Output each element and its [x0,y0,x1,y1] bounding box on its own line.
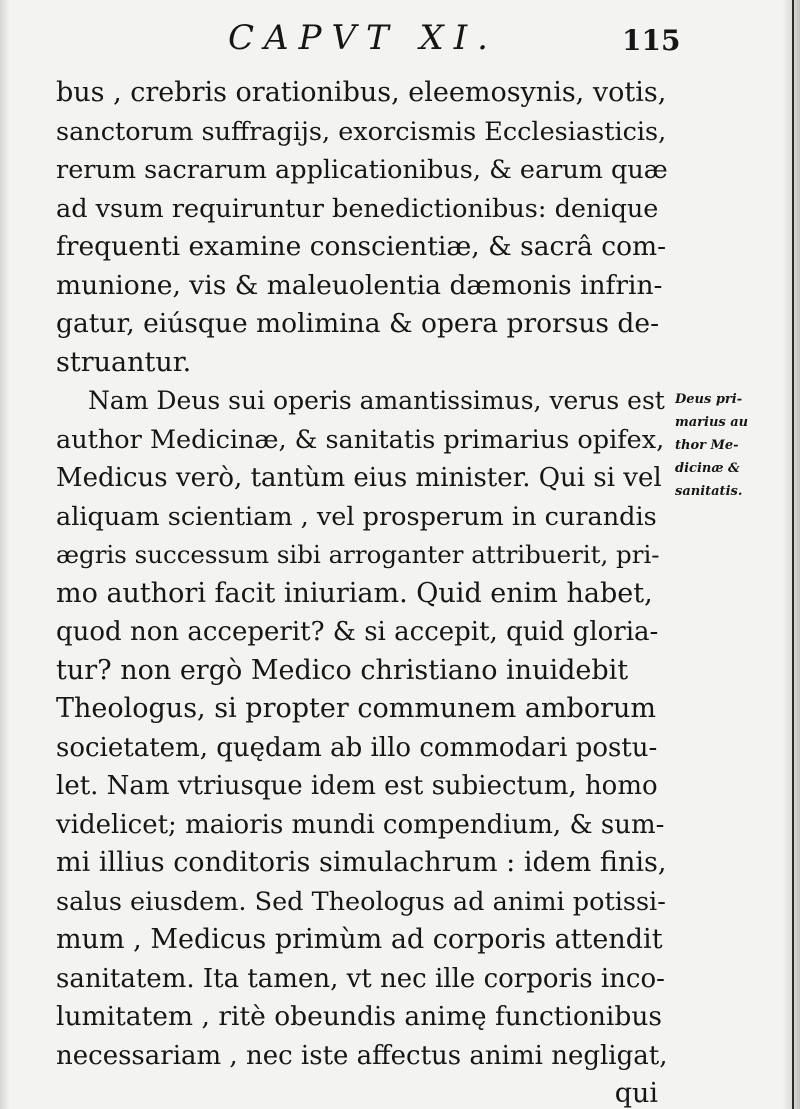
text-line: munione, vis & maleuolentia dæmonis infrin- [56,269,663,301]
text-line: gatur, eiúsque molimina & opera prorsus de- [56,308,660,339]
margin-note-line: thor Me- [675,438,739,453]
text-line: Medicus verò, tantùm eius minister. Qui si vel [56,463,662,493]
margin-note [675,388,785,503]
text-line: necessariam , nec iste affectus animi negligat, [56,1040,668,1071]
catchword: qui [614,1078,658,1109]
text-line: lumitatem , ritè obeundis animę functionibus [56,1001,663,1032]
text-line: videlicet; maioris mundi compendium, & sum- [56,809,665,840]
text-line: mum , Medicus primùm ad corporis attendit [56,924,663,955]
running-head: CAPVT XI. [228,18,498,58]
page-gutter-shadow [0,0,10,1109]
page-edge-line [792,0,794,1109]
text-line: tur? non ergò Medico christiano inuidebit [56,654,629,686]
text-line: mo authori facit iniuriam. Quid enim habet, [56,577,653,609]
text-line: let. Nam vtriusque idem est subiectum, homo [56,771,658,801]
text-line: sanctorum suffragijs, exorcismis Ecclesiasticis, [56,116,667,147]
text-line: sanitatem. Ita tamen, vt nec ille corporis inco- [56,963,665,994]
margin-note-line: Deus pri- [675,392,743,407]
text-line: frequenti examine conscientiæ, & sacrâ com- [56,231,667,262]
text-line: quod non acceperit? & si accepit, quid gloria- [56,617,659,647]
text-line: Theologus, si propter communem amborum [56,693,656,724]
paragraph-start-line: Nam Deus sui operis amantissimus, verus est [88,386,665,415]
text-line: salus eiusdem. Sed Theologus ad animi potissi- [56,886,666,917]
margin-note-line: dicinæ & [675,461,740,476]
margin-note-line: marius au [675,415,749,430]
text-line: author Medicinæ, & sanitatis primarius opifex, [56,424,665,455]
text-line: bus , crebris orationibus, eleemosynis, votis, [56,77,667,108]
margin-note-line: sanitatis. [675,484,743,499]
text-line: rerum sacrarum applicationibus, & earum quæ [56,155,668,185]
text-line: struantur. [56,346,192,378]
text-line: mi illius conditoris simulachrum : idem finis, [56,847,667,878]
text-line: societatem, quędam ab illo commodari postu- [56,732,658,763]
page-number: 115 [622,24,681,57]
text-line: aliquam scientiam , vel prosperum in curandis [56,501,657,532]
text-line: ægris successum sibi arroganter attribuerit, pri- [56,540,660,569]
page-edge-shadow [782,0,800,1109]
text-line: ad vsum requiruntur benedictionibus: denique [56,193,659,224]
page-header [60,14,681,66]
body-text [56,74,668,1109]
